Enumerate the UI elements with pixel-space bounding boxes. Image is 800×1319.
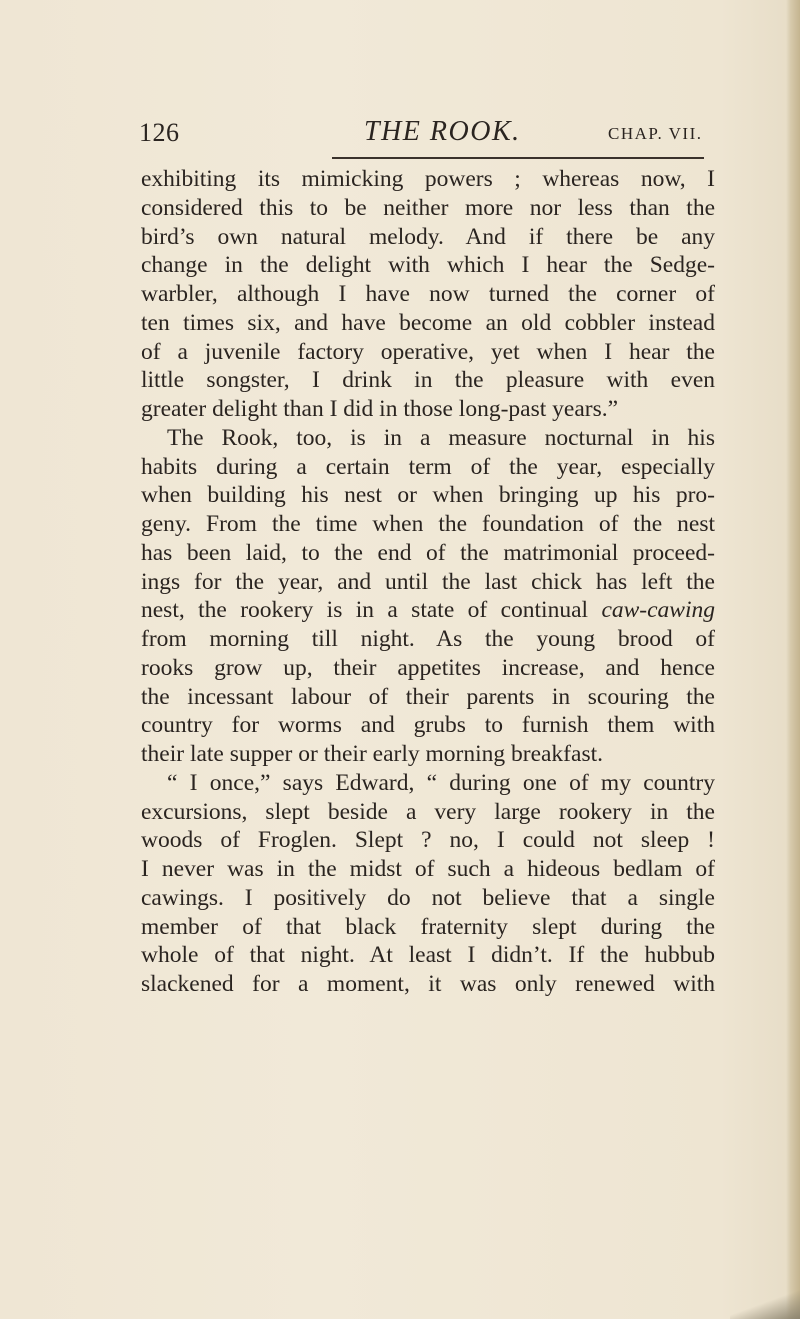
page-corner-shadow [730, 1279, 800, 1319]
text-line: nest, the rookery is in a state of continual [141, 597, 589, 624]
text-line: the incessant labour of their parents in scouring the [141, 683, 715, 710]
text-line: ten times six, and have become an old cobbler instead [141, 309, 715, 336]
text-line: slackened for a moment, it was only renewed with [141, 971, 715, 997]
running-title: THE ROOK. [364, 116, 521, 147]
text-line: cawings. I positively do not believe that a single [141, 884, 715, 911]
text-line: when building his nest or when bringing up his pro- [141, 482, 715, 509]
text-line: little songster, I drink in the pleasure with even [141, 367, 715, 394]
text-line: considered this to be neither more nor less than the [141, 194, 715, 221]
text-line: member of that black fraternity slept during the [141, 913, 715, 940]
text-line: their late supper or their early morning breakfast. [141, 741, 603, 767]
text-line: excursions, slept beside a very large rookery in the [141, 798, 715, 825]
text-line: exhibiting its mimicking powers ; whereas now, I [141, 166, 715, 192]
italic-phrase: caw-cawing [601, 597, 716, 624]
text-line: I never was in the midst of such a hideous bedlam of [141, 856, 715, 882]
text-line: woods of Froglen. Slept ? no, I could not sleep ! [141, 827, 715, 854]
text-line: country for worms and grubs to furnish them with [141, 712, 715, 739]
text-line: habits during a certain term of the year, especially [141, 453, 715, 480]
text-line: from morning till night. As the young brood of [141, 626, 715, 652]
text-line: whole of that night. At least I didn’t. If the hubbub [141, 942, 715, 969]
header-rule [332, 157, 704, 159]
text-line: “ I once,” says Edward, “ during one of my country [167, 769, 715, 796]
text-line: rooks grow up, their appetites increase, and hence [141, 654, 715, 681]
text-line: has been laid, to the end of the matrimonial proceed- [141, 539, 715, 566]
text-line: bird’s own natural melody. And if there be any [141, 223, 715, 250]
page-number: 126 [139, 118, 180, 147]
text-line: of a juvenile factory operative, yet when I hear the [141, 338, 715, 365]
running-header [0, 118, 800, 162]
text-line: change in the delight with which I hear the Sedge- [141, 252, 715, 279]
text-line: ings for the year, and until the last chick has left the [141, 568, 715, 595]
text-line: warbler, although I have now turned the corner of [141, 281, 715, 307]
chapter-label: CHAP. VII. [608, 124, 703, 143]
text-line: The Rook, too, is in a measure nocturnal in his [167, 424, 715, 451]
body-text [141, 165, 715, 999]
text-line: greater delight than I did in those long-past years.” [141, 396, 619, 422]
page-edge-shadow [786, 0, 800, 1319]
text-line-with-italic [141, 596, 715, 625]
text-line: geny. From the time when the foundation of the nest [141, 511, 715, 537]
